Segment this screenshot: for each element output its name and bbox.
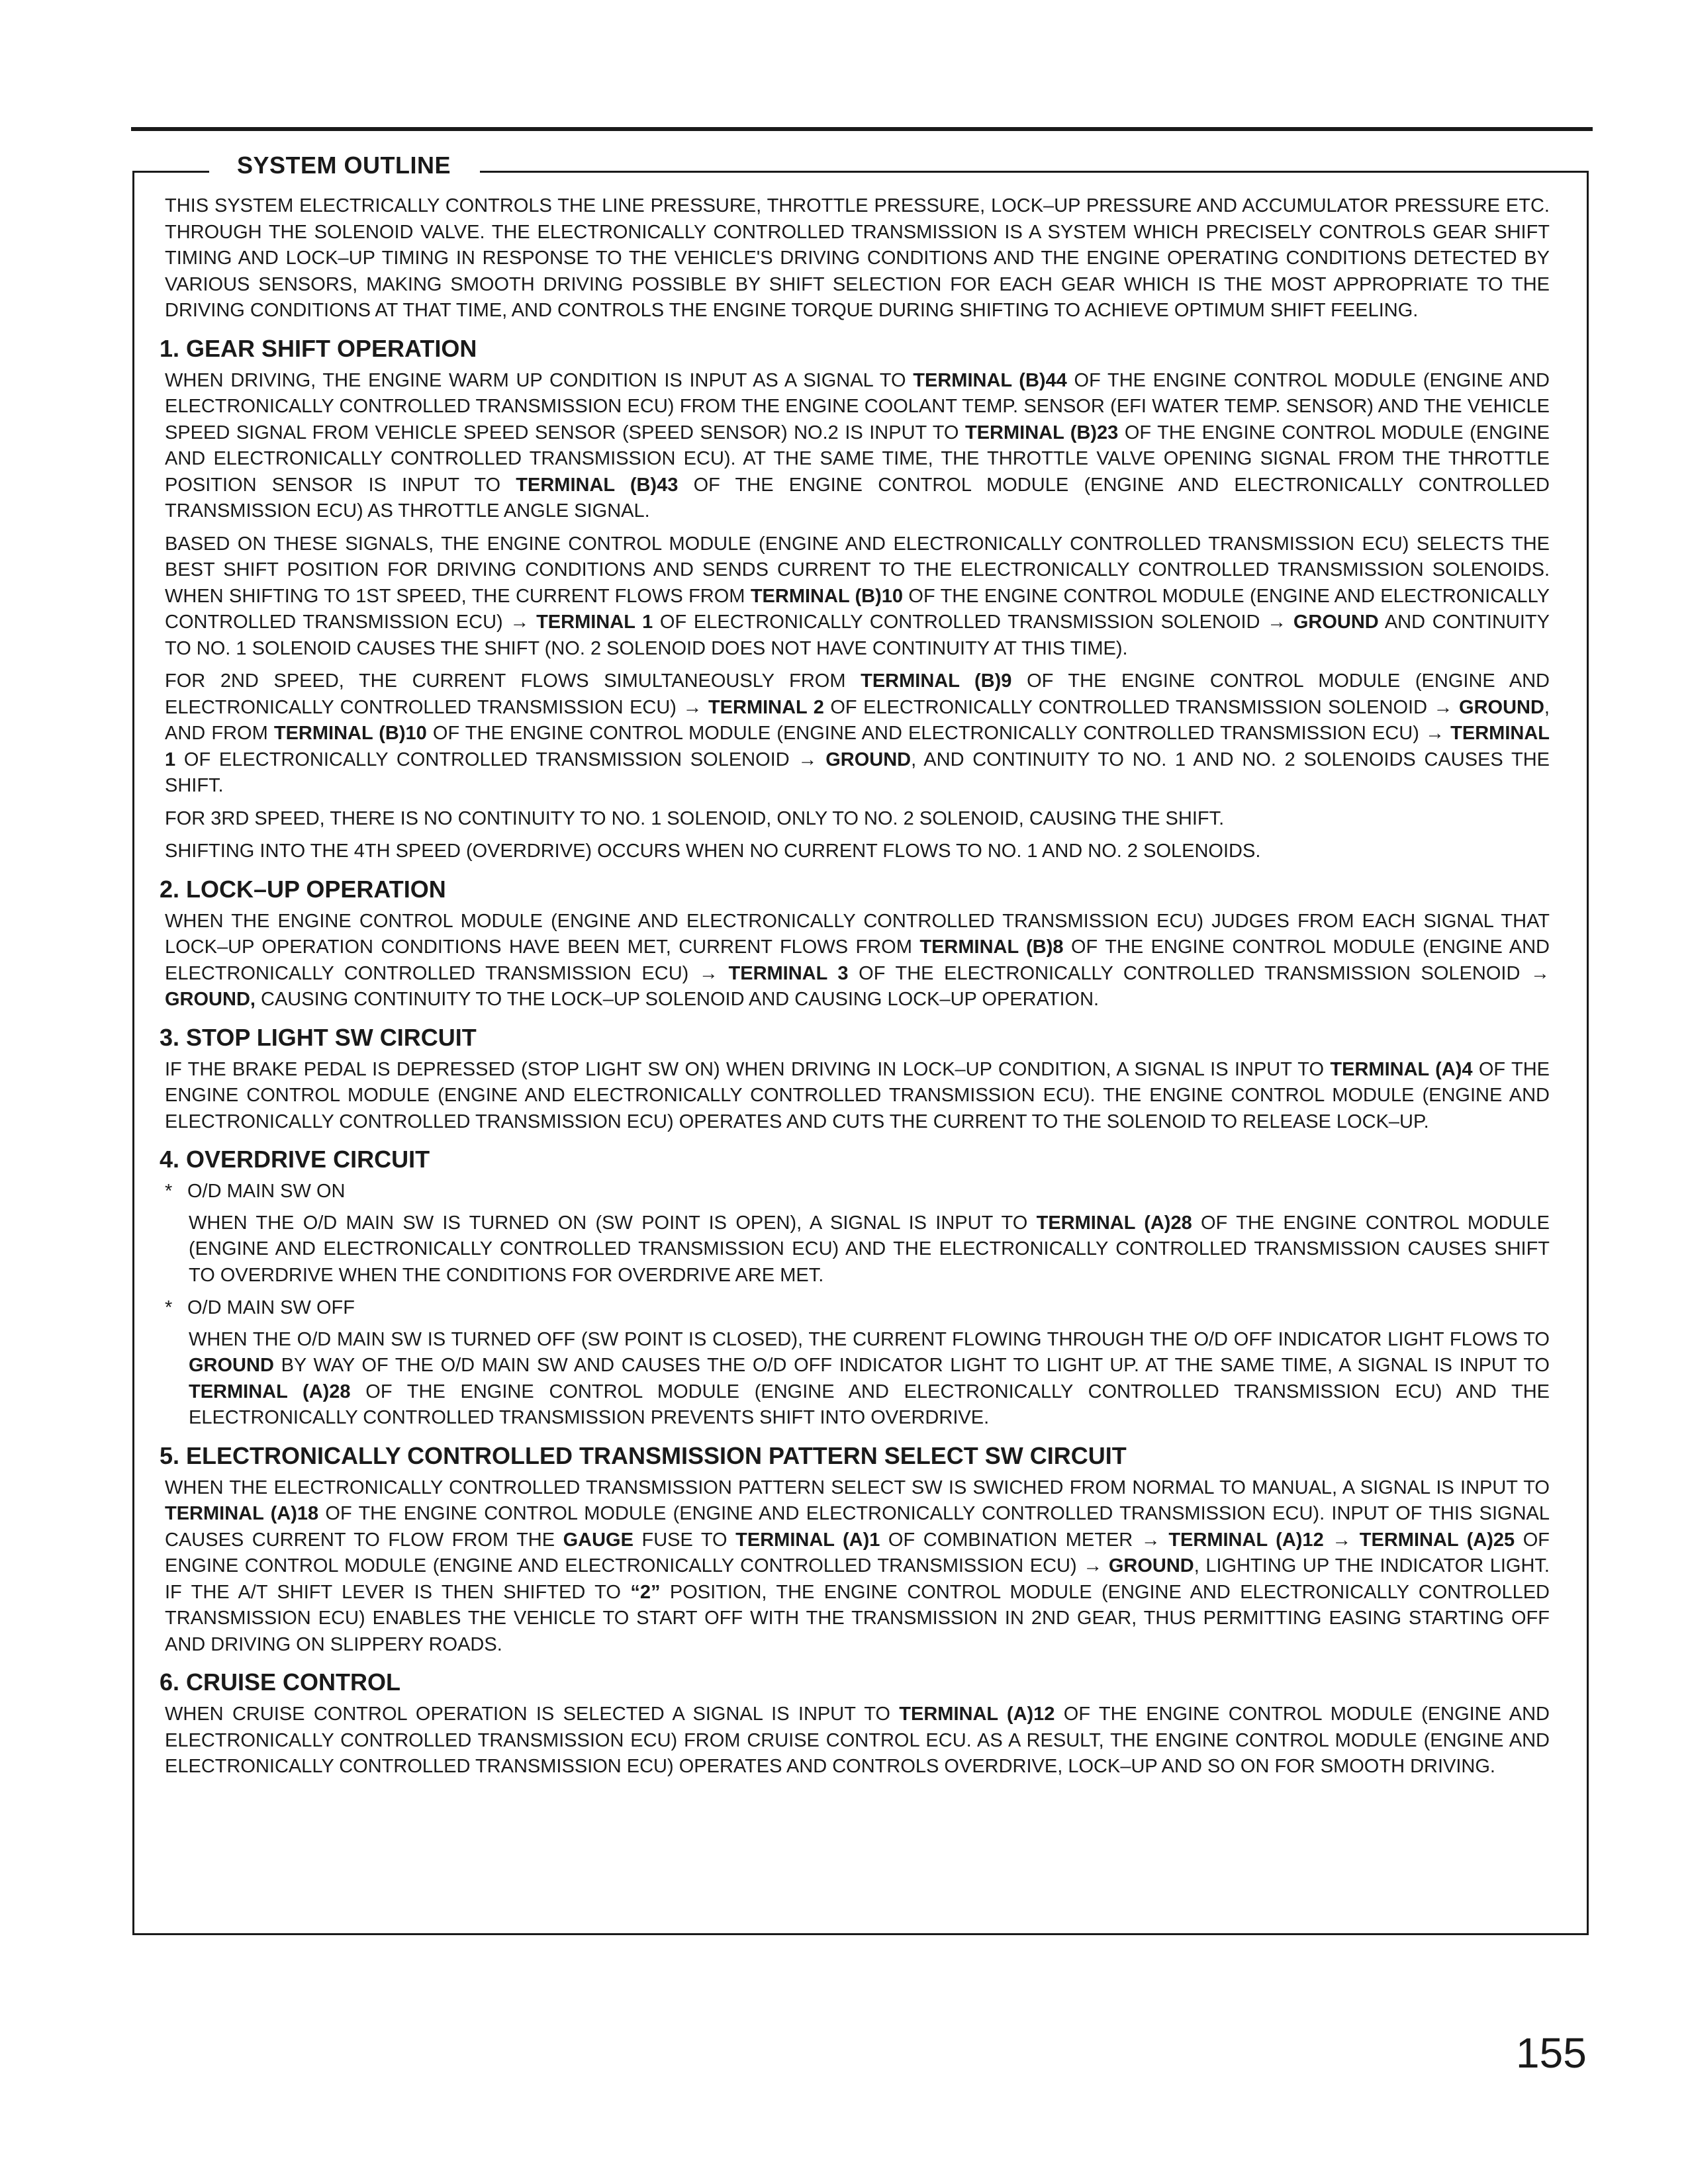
section-title: SYSTEM OUTLINE: [209, 150, 480, 181]
heading-cruise-control: 6. CRUISE CONTROL: [160, 1668, 401, 1696]
stop-light-paragraph: IF THE BRAKE PEDAL IS DEPRESSED (STOP LIGHT SW ON) WHEN DRIVING IN LOCK–UP CONDITION, A SIGNAL IS INPUT TO TERMINAL (A)4 OF THE ENGINE CONTROL MODULE (ENGINE AND ELECTRONICALLY CONTROLLED TRANSMISSION ECU). THE ENGINE CONTROL MODULE (ENGINE AND ELECTRONICALLY CONTROLLED TRANSMISSION ECU) OPERATES AND CUTS THE CURRENT TO THE SOLENOID TO RELEASE LOCK–UP.: [165, 1058, 1550, 1132]
gear-shift-paragraph-4: FOR 3RD SPEED, THERE IS NO CONTINUITY TO NO. 1 SOLENOID, ONLY TO NO. 2 SOLENOID, CAUSING THE SHIFT.: [165, 807, 1225, 829]
bullet-od-main-sw-on: [165, 1179, 1550, 1205]
gear-shift-paragraph-3: FOR 2ND SPEED, THE CURRENT FLOWS SIMULTANEOUSLY FROM TERMINAL (B)9 OF THE ENGINE CONTROL MODULE (ENGINE AND ELECTRONICALLY CONTROLLED TRANSMISSION ECU) → TERMINAL 2 OF ELECTRONICALLY CONTROLLED TRANSMISSION SOLENOID → GROUND, AND FROM TERMINAL (B)10 OF THE ENGINE CONTROL MODULE (ENGINE AND ELECTRONICALLY CONTROLLED TRANSMISSION ECU) → TERMINAL 1 OF ELECTRONICALLY CONTROLLED TRANSMISSION SOLENOID → GROUND, AND CONTINUITY TO NO. 1 AND NO. 2 SOLENOIDS CAUSES THE SHIFT.: [165, 670, 1550, 796]
heading-overdrive-circuit: 4. OVERDRIVE CIRCUIT: [160, 1146, 430, 1173]
gear-shift-paragraph-1: WHEN DRIVING, THE ENGINE WARM UP CONDITION IS INPUT AS A SIGNAL TO TERMINAL (B)44 OF THE ENGINE CONTROL MODULE (ENGINE AND ELECTRONICALLY CONTROLLED TRANSMISSION ECU) FROM THE ENGINE COOLANT TEMP. SENSOR (EFI WATER TEMP. SENSOR) AND THE VEHICLE SPEED SIGNAL FROM VEHICLE SPEED SENSOR (SPEED SENSOR) NO.2 IS INPUT TO TERMINAL (B)23 OF THE ENGINE CONTROL MODULE (ENGINE AND ELECTRONICALLY CONTROLLED TRANSMISSION ECU). AT THE SAME TIME, THE THROTTLE VALVE OPENING SIGNAL FROM THE THROTTLE POSITION SENSOR IS INPUT TO TERMINAL (B)43 OF THE ENGINE CONTROL MODULE (ENGINE AND ELECTRONICALLY CONTROLLED TRANSMISSION ECU) AS THROTTLE ANGLE SIGNAL.: [165, 369, 1550, 522]
bullet-star: *: [165, 1181, 173, 1202]
document-body: [160, 193, 1550, 1787]
od-main-sw-off-paragraph: WHEN THE O/D MAIN SW IS TURNED OFF (SW POINT IS CLOSED), THE CURRENT FLOWING THROUGH THE O/D OFF INDICATOR LIGHT FLOWS TO GROUND BY WAY OF THE O/D MAIN SW AND CAUSES THE O/D OFF INDICATOR LIGHT TO LIGHT UP. AT THE SAME TIME, A SIGNAL IS INPUT TO TERMINAL (A)28 OF THE ENGINE CONTROL MODULE (ENGINE AND ELECTRONICALLY CONTROLLED TRANSMISSION ECU) AND THE ELECTRONICALLY CONTROLLED TRANSMISSION PREVENTS SHIFT INTO OVERDRIVE.: [189, 1328, 1550, 1428]
bullet-title: O/D MAIN SW ON: [187, 1181, 346, 1202]
heading-pattern-select-sw-circuit: 5. ELECTRONICALLY CONTROLLED TRANSMISSION PATTERN SELECT SW CIRCUIT: [160, 1441, 1127, 1469]
pattern-select-paragraph: WHEN THE ELECTRONICALLY CONTROLLED TRANSMISSION PATTERN SELECT SW IS SWICHED FROM NORMAL TO MANUAL, A SIGNAL IS INPUT TO TERMINAL (A)18 OF THE ENGINE CONTROL MODULE (ENGINE AND ELECTRONICALLY CONTROLLED TRANSMISSION ECU). INPUT OF THIS SIGNAL CAUSES CURRENT TO FLOW FROM THE GAUGE FUSE TO TERMINAL (A)1 OF COMBINATION METER → TERMINAL (A)12 → TERMINAL (A)25 OF ENGINE CONTROL MODULE (ENGINE AND ELECTRONICALLY CONTROLLED TRANSMISSION ECU) → GROUND, LIGHTING UP THE INDICATOR LIGHT. IF THE A/T SHIFT LEVER IS THEN SHIFTED TO “2” POSITION, THE ENGINE CONTROL MODULE (ENGINE AND ELECTRONICALLY CONTROLLED TRANSMISSION ECU) ENABLES THE VEHICLE TO START OFF WITH THE TRANSMISSION IN 2ND GEAR, THUS PERMITTING EASING STARTING OFF AND DRIVING ON SLIPPERY ROADS.: [165, 1477, 1550, 1655]
gear-shift-paragraph-2: BASED ON THESE SIGNALS, THE ENGINE CONTROL MODULE (ENGINE AND ELECTRONICALLY CONTROLLED TRANSMISSION ECU) SELECTS THE BEST SHIFT POSITION FOR DRIVING CONDITIONS AND SENDS CURRENT TO THE ELECTRONICALLY CONTROLLED TRANSMISSION SOLENOIDS. WHEN SHIFTING TO 1ST SPEED, THE CURRENT FLOWS FROM TERMINAL (B)10 OF THE ENGINE CONTROL MODULE (ENGINE AND ELECTRONICALLY CONTROLLED TRANSMISSION ECU) → TERMINAL 1 OF ELECTRONICALLY CONTROLLED TRANSMISSION SOLENOID → GROUND AND CONTINUITY TO NO. 1 SOLENOID CAUSES THE SHIFT (NO. 2 SOLENOID DOES NOT HAVE CONTINUITY AT THIS TIME).: [165, 533, 1550, 659]
od-main-sw-on-paragraph: WHEN THE O/D MAIN SW IS TURNED ON (SW POINT IS OPEN), A SIGNAL IS INPUT TO TERMINAL (A)28 OF THE ENGINE CONTROL MODULE (ENGINE AND ELECTRONICALLY CONTROLLED TRANSMISSION ECU) AND THE ELECTRONICALLY CONTROLLED TRANSMISSION CAUSES SHIFT TO OVERDRIVE WHEN THE CONDITIONS FOR OVERDRIVE ARE MET.: [189, 1212, 1550, 1286]
bullet-od-main-sw-off: [165, 1295, 1550, 1322]
page-number: 155: [1516, 2029, 1587, 2077]
lock-up-paragraph: WHEN THE ENGINE CONTROL MODULE (ENGINE AND ELECTRONICALLY CONTROLLED TRANSMISSION ECU) JUDGES FROM EACH SIGNAL THAT LOCK–UP OPERATION CONDITIONS HAVE BEEN MET, CURRENT FLOWS FROM TERMINAL (B)8 OF THE ENGINE CONTROL MODULE (ENGINE AND ELECTRONICALLY CONTROLLED TRANSMISSION ECU) → TERMINAL 3 OF THE ELECTRONICALLY CONTROLLED TRANSMISSION SOLENOID → GROUND, CAUSING CONTINUITY TO THE LOCK–UP SOLENOID AND CAUSING LOCK–UP OPERATION.: [165, 910, 1550, 1010]
heading-stop-light-sw-circuit: 3. STOP LIGHT SW CIRCUIT: [160, 1023, 477, 1051]
intro-paragraph: THIS SYSTEM ELECTRICALLY CONTROLS THE LINE PRESSURE, THROTTLE PRESSURE, LOCK–UP PRESSURE AND ACCUMULATOR PRESSURE ETC. THROUGH THE SOLENOID VALVE. THE ELECTRONICALLY CONTROLLED TRANSMISSION IS A SYSTEM WHICH PRECISELY CONTROLS GEAR SHIFT TIMING AND LOCK–UP TIMING IN RESPONSE TO THE VEHICLE'S DRIVING CONDITIONS AND THE ENGINE OPERATING CONDITIONS DETECTED BY VARIOUS SENSORS, MAKING SMOOTH DRIVING POSSIBLE BY SHIFT SELECTION FOR EACH GEAR WHICH IS THE MOST APPROPRIATE TO THE DRIVING CONDITIONS AT THAT TIME, AND CONTROLS THE ENGINE TORQUE DURING SHIFTING TO ACHIEVE OPTIMUM SHIFT FEELING.: [165, 195, 1550, 321]
heading-lock-up-operation: 2. LOCK–UP OPERATION: [160, 875, 446, 903]
bullet-star: *: [165, 1297, 173, 1318]
heading-gear-shift-operation: 1. GEAR SHIFT OPERATION: [160, 334, 477, 362]
cruise-control-paragraph: WHEN CRUISE CONTROL OPERATION IS SELECTED A SIGNAL IS INPUT TO TERMINAL (A)12 OF THE ENGINE CONTROL MODULE (ENGINE AND ELECTRONICALLY CONTROLLED TRANSMISSION ECU) FROM CRUISE CONTROL ECU. AS A RESULT, THE ENGINE CONTROL MODULE (ENGINE AND ELECTRONICALLY CONTROLLED TRANSMISSION ECU) OPERATES AND CONTROLS OVERDRIVE, LOCK–UP AND SO ON FOR SMOOTH DRIVING.: [165, 1704, 1550, 1777]
gear-shift-paragraph-5: SHIFTING INTO THE 4TH SPEED (OVERDRIVE) OCCURS WHEN NO CURRENT FLOWS TO NO. 1 AND NO. 2 SOLENOIDS.: [165, 841, 1261, 862]
bullet-title: O/D MAIN SW OFF: [187, 1297, 355, 1318]
top-rule: [131, 127, 1593, 131]
